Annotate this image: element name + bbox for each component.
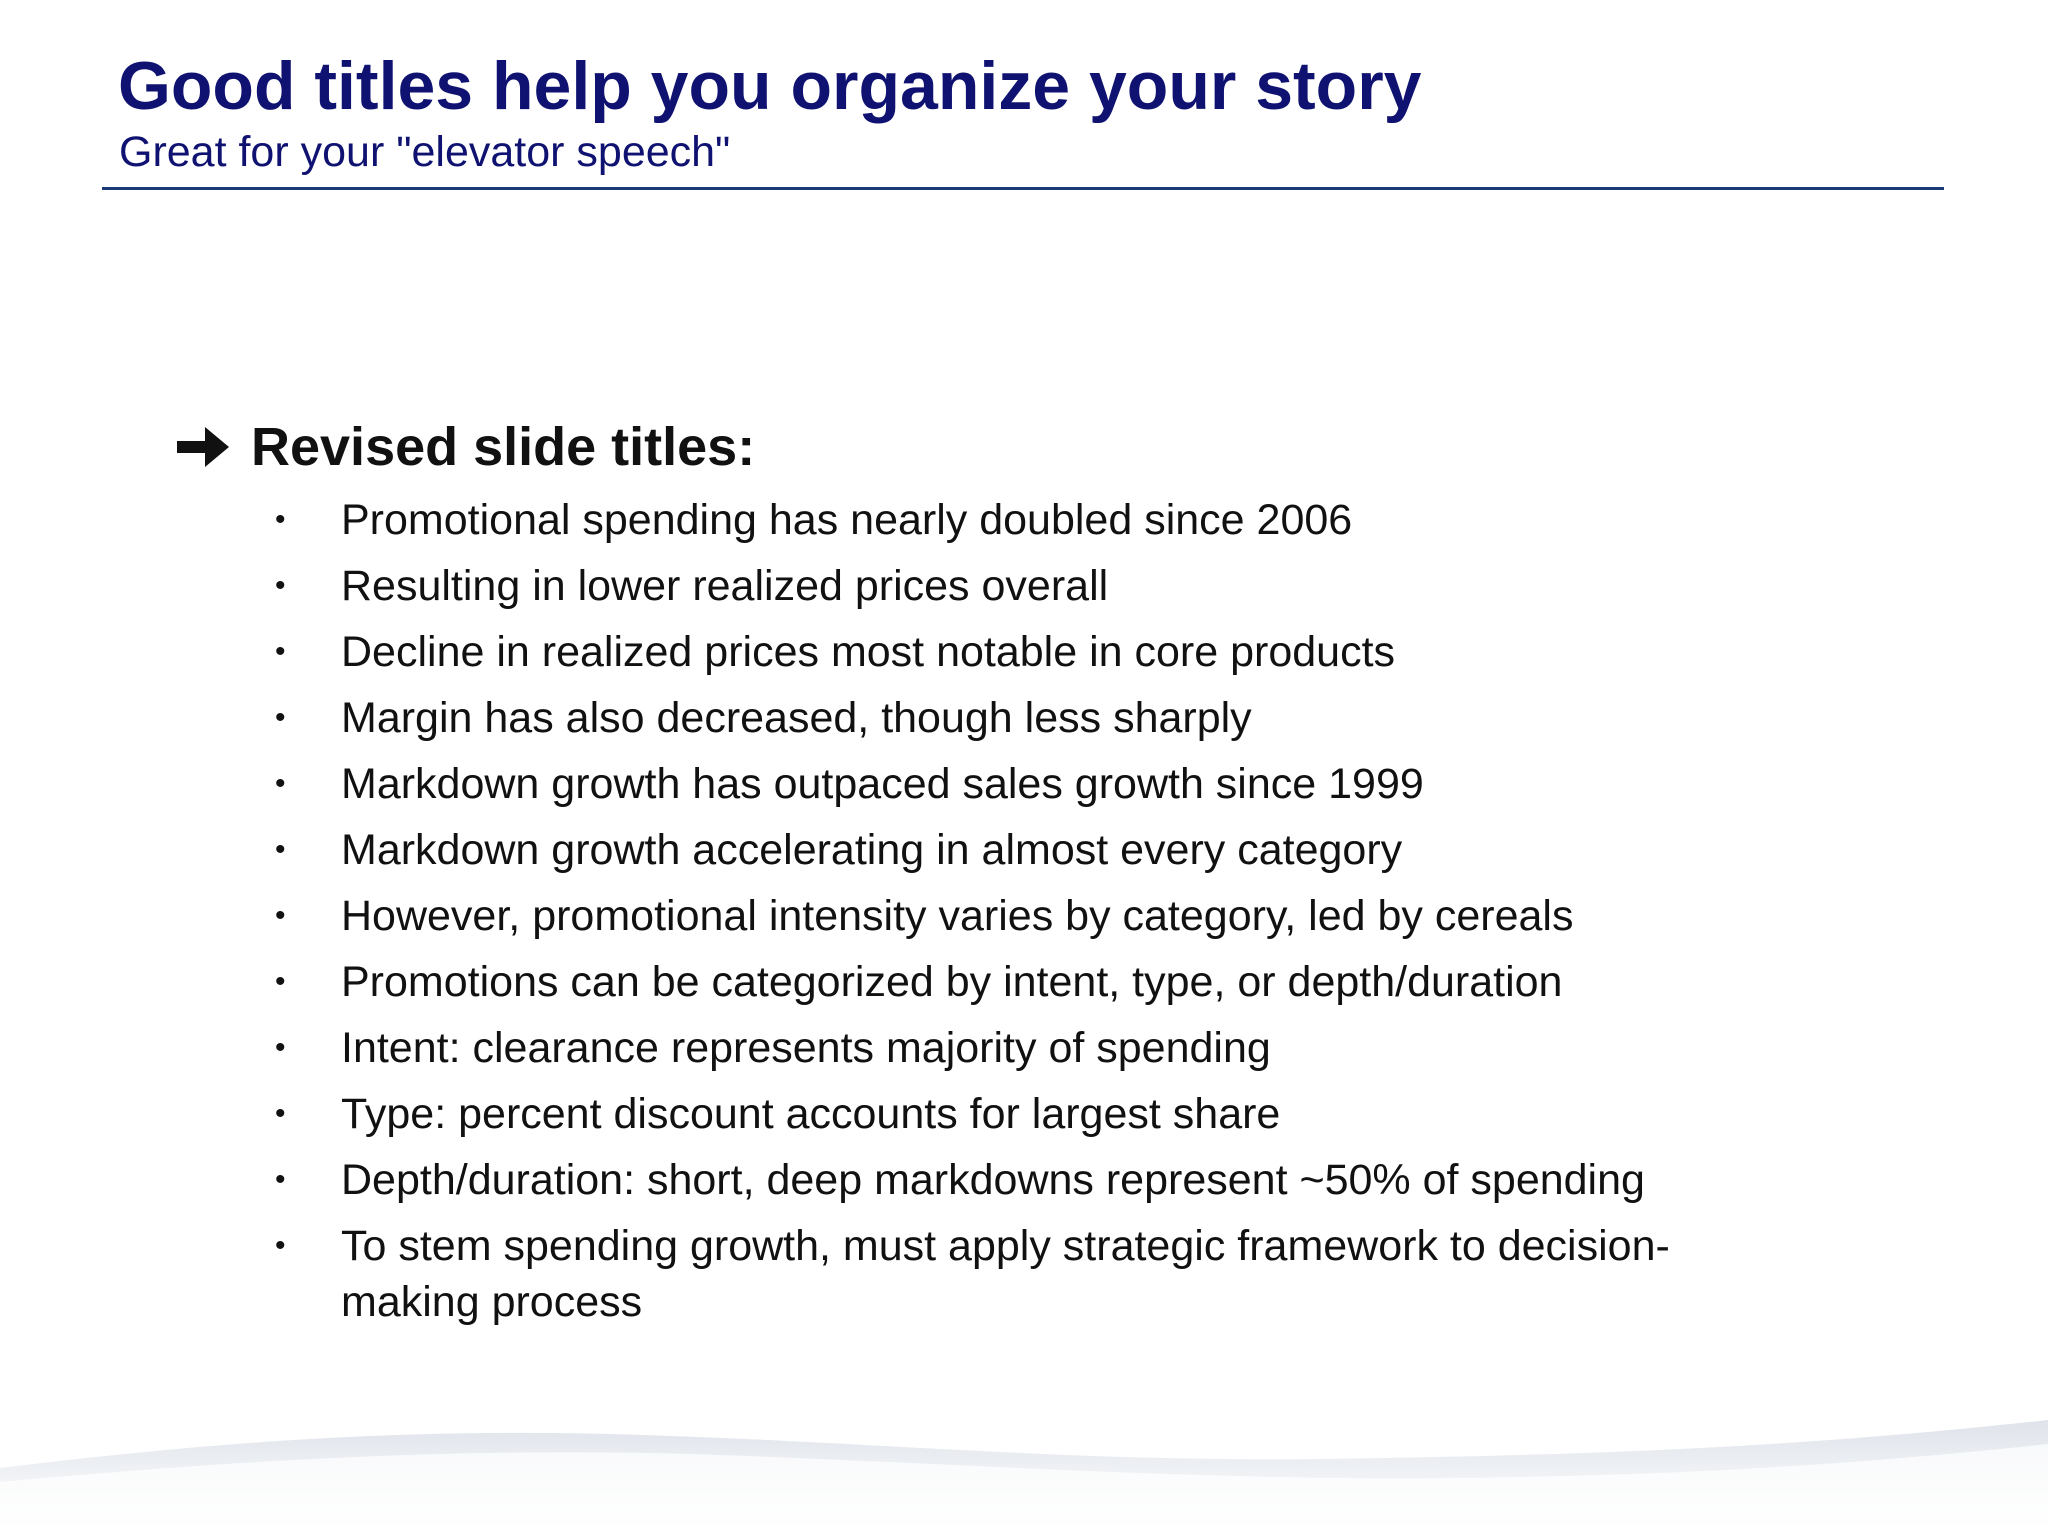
list-item-text: Type: percent discount accounts for largest share xyxy=(341,1090,1281,1138)
right-arrow-icon xyxy=(175,419,231,475)
bullet-dot-icon: • xyxy=(275,1031,286,1064)
list-item-text: Promotional spending has nearly doubled since 2006 xyxy=(341,496,1353,544)
bullet-dot-icon: • xyxy=(275,1163,286,1196)
list-item xyxy=(175,954,1775,1010)
section-heading-row xyxy=(175,414,1775,480)
list-item xyxy=(175,1086,1775,1142)
bullet-dot-icon: • xyxy=(275,635,286,668)
list-item-text: Markdown growth has outpaced sales growth since 1999 xyxy=(341,760,1424,808)
slide-title: Good titles help you organize your story xyxy=(118,48,1422,124)
list-item-text: Resulting in lower realized prices overall xyxy=(341,562,1109,610)
bullet-dot-icon: • xyxy=(275,767,286,800)
bullet-dot-icon: • xyxy=(275,965,286,998)
list-item-text: To stem spending growth, must apply strategic framework to decision-making process xyxy=(341,1222,1670,1326)
bullet-dot-icon: • xyxy=(275,1229,286,1262)
list-item-text: Margin has also decreased, though less sharply xyxy=(341,694,1252,742)
list-item-text: Markdown growth accelerating in almost every category xyxy=(341,826,1403,874)
list-item xyxy=(175,1218,1775,1330)
list-item xyxy=(175,624,1775,680)
list-item-text: Promotions can be categorized by intent, type, or depth/duration xyxy=(341,958,1563,1006)
slide-subtitle: Great for your "elevator speech" xyxy=(119,128,731,176)
list-item-text: Intent: clearance represents majority of spending xyxy=(341,1024,1271,1072)
list-item xyxy=(175,690,1775,746)
list-item xyxy=(175,492,1775,548)
bullet-list xyxy=(175,492,1775,1330)
list-item xyxy=(175,1152,1775,1208)
list-item xyxy=(175,558,1775,614)
bullet-dot-icon: • xyxy=(275,899,286,932)
list-item-text: Depth/duration: short, deep markdowns represent ~50% of spending xyxy=(341,1156,1645,1204)
section-heading: Revised slide titles: xyxy=(251,417,756,477)
list-item xyxy=(175,888,1775,944)
list-item xyxy=(175,822,1775,878)
bottom-wave-decoration xyxy=(0,1398,2048,1536)
bullet-dot-icon: • xyxy=(275,1097,286,1130)
list-item xyxy=(175,1020,1775,1076)
slide-content xyxy=(175,414,1775,1340)
bullet-dot-icon: • xyxy=(275,833,286,866)
bullet-dot-icon: • xyxy=(275,569,286,602)
list-item xyxy=(175,756,1775,812)
bullet-dot-icon: • xyxy=(275,701,286,734)
list-item-text: However, promotional intensity varies by category, led by cereals xyxy=(341,892,1574,940)
title-divider xyxy=(102,187,1944,190)
bullet-dot-icon: • xyxy=(275,503,286,536)
list-item-text: Decline in realized prices most notable in core products xyxy=(341,628,1396,676)
